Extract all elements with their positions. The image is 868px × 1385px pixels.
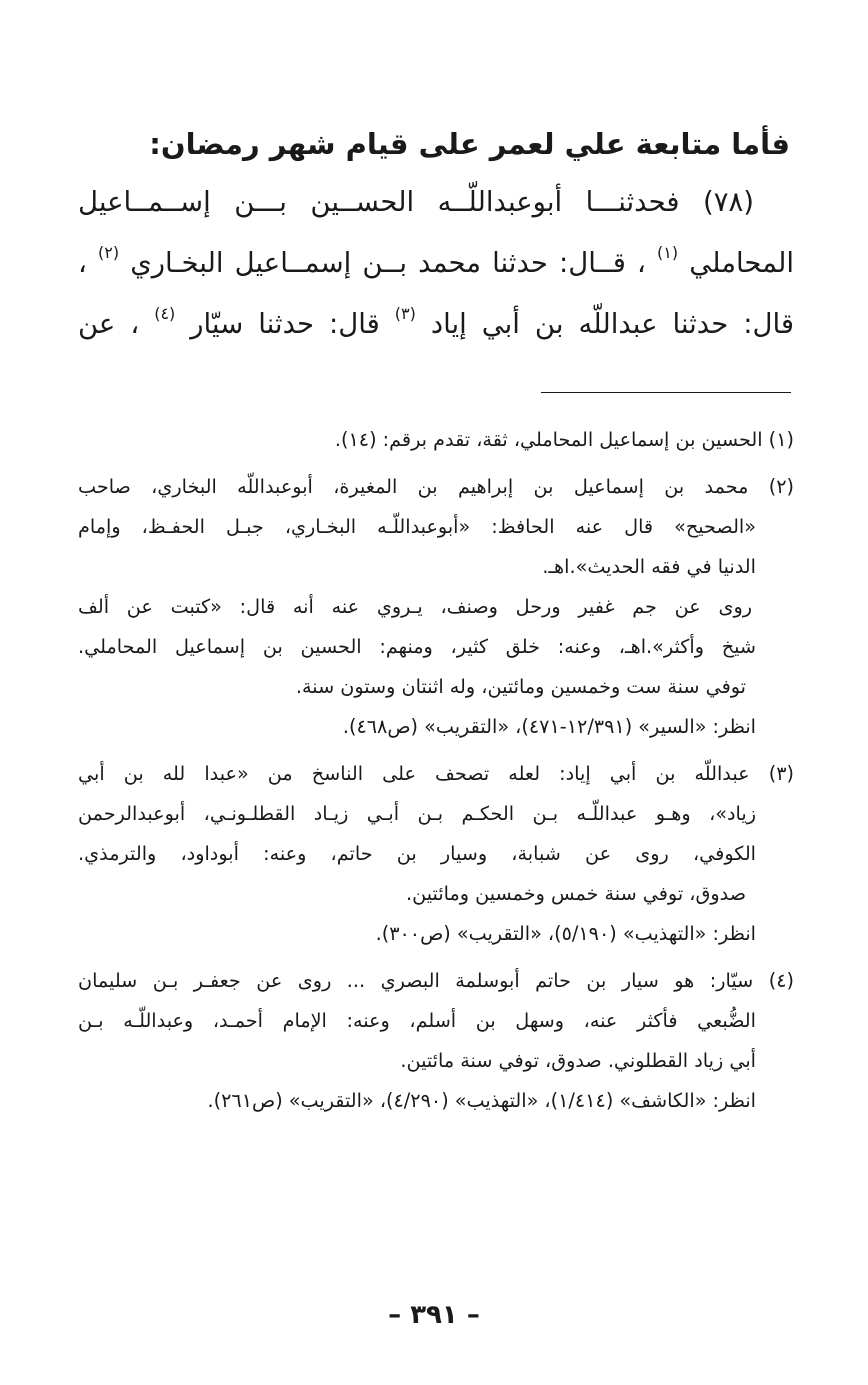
- footnote-line: توفي سنة ست وخمسين ومائتين، وله اثنتان وستون سنة.: [295, 675, 746, 698]
- footnote-line: الكوفي، روى عن شبابة، وسيار بن حاتم، وعنه: أبوداود، والترمذي.: [78, 842, 756, 865]
- hadith-text-segment: قال: حدثنا عبداللّه بن أبي إياد: [430, 308, 794, 340]
- footnote-ref-4[interactable]: (٤): [154, 304, 176, 323]
- hadith-text-segment: قال: حدثنا سيّار: [190, 308, 380, 340]
- footnote-2: [78, 467, 794, 747]
- footnote-1: [78, 420, 794, 460]
- footnote-line: زياد»، وهـو عبداللّـه بـن الحكـم بـن أبـي زيـاد القطلـونـي، أبوعبدالرحمن: [78, 802, 756, 825]
- hadith-line-3: [78, 294, 794, 355]
- page-number: – ٣٩١ –: [388, 1300, 480, 1330]
- hadith-text-segment: ،: [78, 247, 87, 279]
- footnote-4: [78, 961, 794, 1121]
- footnote-separator: [541, 392, 791, 393]
- footnote-line: الدنيا في فقه الحديث».اهـ.: [542, 555, 756, 578]
- main-content: [78, 118, 794, 355]
- footnote-line: صدوق، توفي سنة خمس وخمسين ومائتين.: [406, 882, 746, 905]
- footnote-line: (١) الحسين بن إسماعيل المحاملي، ثقة، تقدم برقم: (١٤).: [334, 428, 794, 451]
- hadith-text-segment: المحاملي: [689, 247, 795, 279]
- footnote-line: «الصحيح» قال عنه الحافظ: «أبوعبداللّـه البخـاري، جبـل الحفـظ، وإمام: [78, 515, 756, 538]
- footnote-line: (٢) محمد بن إسماعيل بن إبراهيم بن المغيرة، أبوعبداللّه البخاري، صاحب: [78, 475, 794, 498]
- footnote-line: روى عن جم غفير ورحل وصنف، يـروي عنه أنه قال: «كتبت عن ألف: [78, 595, 752, 618]
- footnote-line: انظر: «السير» (١٢/٣٩١-٤٧١)، «التقريب» (ص٤٦٨).: [342, 715, 756, 738]
- footnote-3: [78, 754, 794, 954]
- footnote-line: شيخ وأكثر».اهـ، وعنه: خلق كثير، ومنهم: الحسين بن إسماعيل المحاملي.: [78, 635, 756, 658]
- hadith-text-segment: ، قــال: حدثنا محمد بــن إسمــاعيل البخـاري: [130, 247, 646, 279]
- footnote-line: الضُّبعي فأكثر عنه، وسهل بن أسلم، وعنه: الإمام أحمـد، وعبداللّـه بـن: [78, 1009, 756, 1032]
- footnote-line: (٣) عبداللّه بن أبي إياد: لعله تصحف على الناسخ من «عبدا لله بن أبي: [78, 762, 794, 785]
- hadith-line-1: (٧٨) فحدثنـــا أبوعبداللّــه الحســين بـــن إســمــاعيل: [78, 186, 754, 218]
- hadith-text: [78, 172, 794, 355]
- section-heading: فأما متابعة علي لعمر على قيام شهر رمضان:: [149, 127, 790, 161]
- footnote-line: انظر: «الكاشف» (١/٤١٤)، «التهذيب» (٤/٢٩٠)، «التقريب» (ص٢٦١).: [207, 1089, 756, 1112]
- hadith-line-2: [78, 233, 794, 294]
- footnote-line: أبي زياد القطلوني. صدوق، توفي سنة مائتين.: [400, 1049, 756, 1072]
- hadith-text-segment: ، عن: [78, 308, 140, 340]
- footnote-ref-1[interactable]: (١): [657, 243, 679, 262]
- footnote-line: (٤) سيّار: هو سيار بن حاتم أبوسلمة البصري ... روى عن جعفـر بـن سليمان: [78, 969, 794, 992]
- footnote-ref-3[interactable]: (٣): [394, 304, 416, 323]
- footnotes: [78, 420, 794, 1128]
- footnote-line: انظر: «التهذيب» (٥/١٩٠)، «التقريب» (ص٣٠٠).: [375, 922, 756, 945]
- footnote-ref-2[interactable]: (٢): [98, 243, 120, 262]
